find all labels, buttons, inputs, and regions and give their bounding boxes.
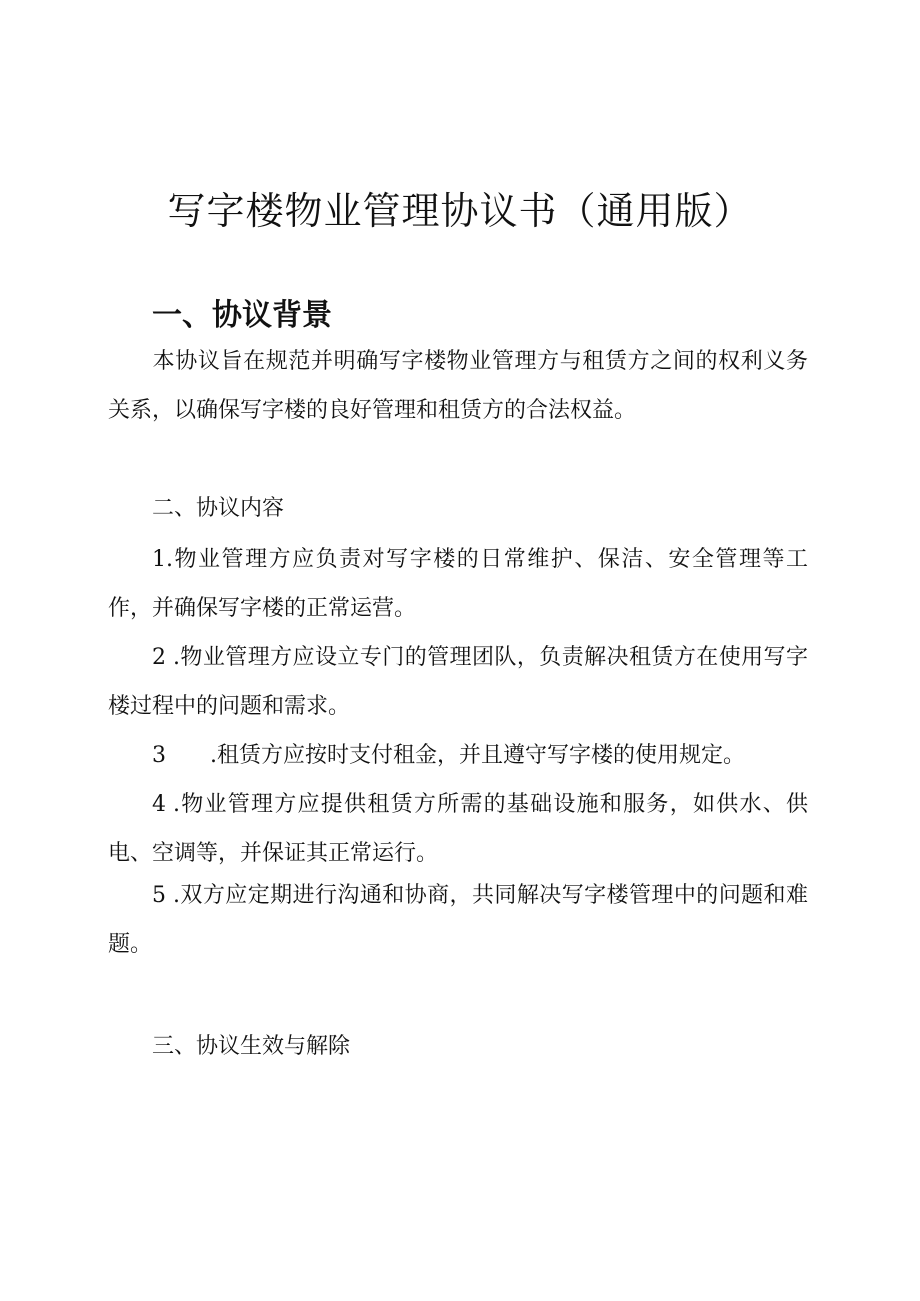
item-text: 物业管理方应设立专门的管理团队，负责解决租赁方在使用写字楼过程中的问题和需求。 bbox=[108, 645, 808, 719]
section-heading-effect: 三、协议生效与解除 bbox=[152, 1034, 351, 1059]
item-number: 3 . bbox=[152, 743, 217, 768]
item-text: 物业管理方应负责对写字楼的日常维护、保洁、安全管理等工作，并确保写字楼的正常运营。 bbox=[108, 547, 808, 621]
content-item-3 bbox=[108, 731, 808, 780]
background-paragraph-text: 本协议旨在规范并明确写字楼物业管理方与租赁方之间的权利义务关系，以确保写字楼的良好管理和租赁方的合法权益。 bbox=[108, 349, 808, 423]
background-paragraph bbox=[108, 337, 808, 435]
item-text: 租赁方应按时支付租金，并且遵守写字楼的使用规定。 bbox=[217, 743, 746, 768]
section-heading-background: 一、协议背景 bbox=[152, 298, 332, 333]
content-item-1 bbox=[108, 535, 808, 633]
content-item-4 bbox=[108, 780, 808, 878]
item-number: 1. bbox=[152, 547, 173, 572]
item-number: 5 . bbox=[152, 883, 180, 908]
item-text: 物业管理方应提供租赁方所需的基础设施和服务，如供水、供电、空调等，并保证其正常运行。 bbox=[108, 792, 808, 866]
item-text: 双方应定期进行沟通和协商，共同解决写字楼管理中的问题和难题。 bbox=[108, 883, 808, 957]
content-item-2 bbox=[108, 633, 808, 731]
document-title: 写字楼物业管理协议书（通用版） bbox=[167, 189, 753, 233]
content-item-5 bbox=[108, 871, 808, 969]
section-heading-content: 二、协议内容 bbox=[152, 496, 285, 521]
item-number: 2 . bbox=[152, 645, 180, 670]
item-number: 4 . bbox=[152, 792, 180, 817]
